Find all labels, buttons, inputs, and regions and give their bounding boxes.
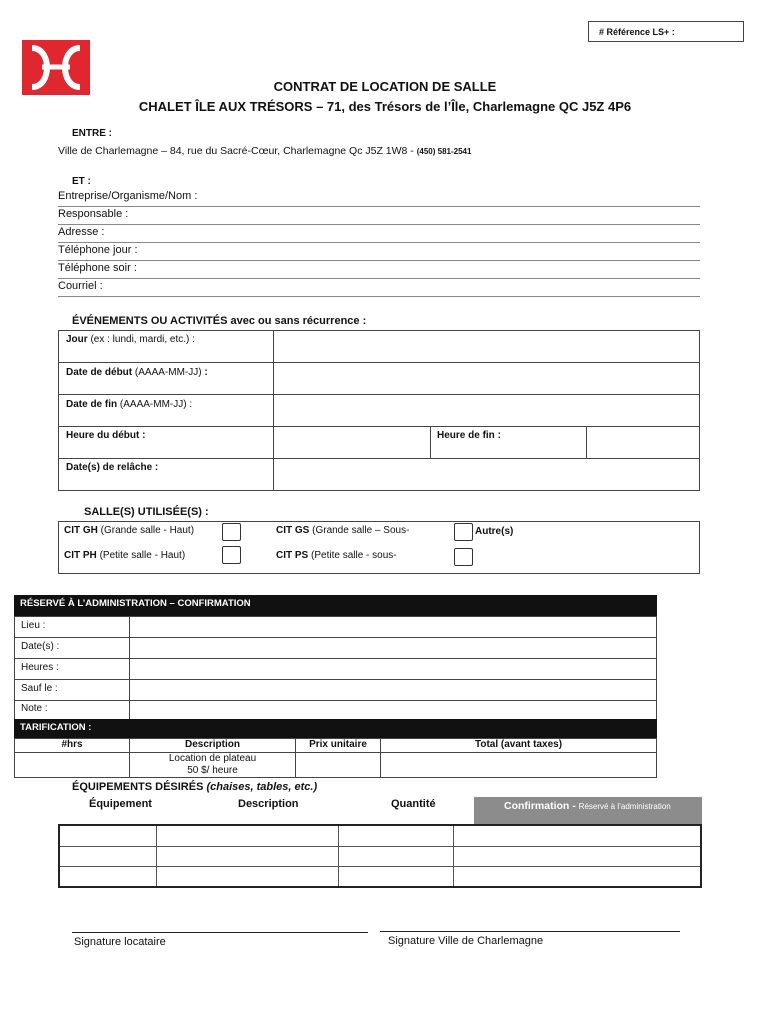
admin-row-sauf-input[interactable] bbox=[129, 679, 657, 701]
gs-code: CIT GS bbox=[276, 525, 310, 536]
gh-desc: (Grande salle - Haut) bbox=[100, 525, 195, 536]
debut-hint: (AAAA-MM-JJ) bbox=[134, 367, 202, 378]
debut-colon: : bbox=[204, 367, 208, 378]
salle-gs-checkbox[interactable] bbox=[454, 523, 473, 541]
entre-phone: (450) 581-2541 bbox=[416, 147, 472, 156]
field-adresse: Adresse : bbox=[58, 226, 105, 238]
equipment-heading-italic: (chaises, tables, etc.) bbox=[206, 781, 318, 793]
heure-fin-label: Heure de fin : bbox=[437, 430, 501, 441]
ps-desc: (Petite salle - sous- bbox=[311, 550, 397, 561]
admin-note-label: Note : bbox=[21, 703, 48, 714]
page-subtitle: CHALET ÎLE AUX TRÉSORS – 71, des Trésors de l’Île, Charlemagne QC J5Z 4P6 bbox=[138, 99, 632, 114]
field-courriel: Courriel : bbox=[58, 280, 103, 292]
admin-row-heures-input[interactable] bbox=[129, 658, 657, 680]
eq-row1-equipement[interactable] bbox=[60, 826, 156, 846]
tarif-desc-line1: Location de plateau bbox=[168, 753, 257, 764]
salle-gs-label bbox=[276, 525, 409, 536]
field-entreprise: Entreprise/Organisme/Nom : bbox=[58, 190, 198, 202]
equipment-col-description: Description bbox=[238, 798, 299, 810]
events-fin-label-cell bbox=[58, 394, 274, 427]
et-label: ET : bbox=[72, 176, 91, 187]
ps-code: CIT PS bbox=[276, 550, 309, 561]
tarif-description-cell bbox=[129, 752, 296, 778]
tarif-col-total: Total (avant taxes) bbox=[380, 738, 657, 753]
equipment-col-quantite: Quantité bbox=[391, 798, 436, 810]
page-title: CONTRAT DE LOCATION DE SALLE bbox=[273, 79, 497, 94]
events-debut-input[interactable] bbox=[273, 362, 700, 395]
eq-row1-description[interactable] bbox=[157, 826, 338, 846]
salle-gh-checkbox[interactable] bbox=[222, 523, 241, 541]
tarif-hrs-input[interactable] bbox=[14, 752, 130, 778]
eq-row2-description[interactable] bbox=[157, 847, 338, 866]
fin-hint: (AAAA-MM-JJ) : bbox=[119, 399, 193, 410]
reference-label: # Référence LS+ : bbox=[599, 27, 675, 37]
equipment-table bbox=[58, 824, 702, 888]
field-tel-soir-line[interactable] bbox=[58, 278, 700, 279]
entre-text bbox=[58, 145, 471, 157]
field-tel-soir: Téléphone soir : bbox=[58, 262, 137, 274]
tarif-heading: TARIFICATION : bbox=[20, 722, 92, 733]
eq-row2-equipement[interactable] bbox=[60, 847, 156, 866]
events-relache-label-cell bbox=[58, 458, 274, 491]
admin-heures-label: Heures : bbox=[21, 662, 59, 673]
admin-sauf-label: Sauf le : bbox=[21, 683, 58, 694]
field-tel-jour-line[interactable] bbox=[58, 260, 700, 261]
events-heading: ÉVÉNEMENTS OU ACTIVITÉS avec ou sans récurrence : bbox=[72, 315, 367, 327]
admin-row-dates-input[interactable] bbox=[129, 637, 657, 659]
equipment-heading-bold: ÉQUIPEMENTS DÉSIRÉS bbox=[72, 781, 204, 793]
admin-row-note-label bbox=[14, 700, 130, 720]
events-heure-debut-input[interactable] bbox=[273, 426, 431, 459]
fin-label: Date de fin bbox=[66, 399, 118, 410]
equipment-heading bbox=[72, 781, 317, 793]
admin-row-heures-label bbox=[14, 658, 130, 680]
equipment-col-confirmation bbox=[474, 797, 702, 824]
eq-row2-quantite[interactable] bbox=[339, 847, 453, 866]
admin-lieu-label: Lieu : bbox=[21, 620, 46, 631]
events-heure-debut-label-cell bbox=[58, 426, 274, 459]
events-jour-label-cell bbox=[58, 330, 274, 363]
confirmation-small: Réservé à l’administration bbox=[578, 802, 671, 811]
field-responsable-line[interactable] bbox=[58, 224, 700, 225]
jour-hint: (ex : lundi, mardi, etc.) : bbox=[90, 334, 195, 345]
signature-locataire-label: Signature locataire bbox=[74, 936, 166, 948]
admin-row-dates-label bbox=[14, 637, 130, 659]
salles-heading: SALLE(S) UTILISÉE(S) : bbox=[84, 506, 209, 518]
heure-debut-label: Heure du début : bbox=[66, 430, 146, 441]
relache-label: Date(s) de relâche : bbox=[66, 462, 159, 473]
signature-ville-line[interactable] bbox=[380, 931, 680, 932]
salle-ps-label bbox=[276, 550, 397, 561]
tarif-desc-line2: 50 $/ heure bbox=[187, 765, 238, 776]
admin-row-lieu-input[interactable] bbox=[129, 616, 657, 638]
eq-row3-confirmation[interactable] bbox=[454, 867, 700, 886]
ph-code: CIT PH bbox=[64, 550, 97, 561]
events-relache-input[interactable] bbox=[273, 458, 700, 491]
admin-row-lieu-label bbox=[14, 616, 130, 638]
field-entreprise-line[interactable] bbox=[58, 206, 700, 207]
tarif-total-input[interactable] bbox=[380, 752, 657, 778]
events-heure-fin-label-cell bbox=[430, 426, 587, 459]
field-adresse-line[interactable] bbox=[58, 242, 700, 243]
eq-row1-quantite[interactable] bbox=[339, 826, 453, 846]
events-fin-input[interactable] bbox=[273, 394, 700, 427]
tarif-col-description: Description bbox=[129, 738, 296, 753]
signature-locataire-line[interactable] bbox=[72, 932, 368, 933]
tarif-header-bar bbox=[14, 719, 657, 738]
entre-address: Ville de Charlemagne – 84, rue du Sacré-Cœur, Charlemagne Qc J5Z 1W8 - bbox=[58, 145, 414, 157]
salle-ph-checkbox[interactable] bbox=[222, 546, 241, 564]
salle-ps-checkbox[interactable] bbox=[454, 548, 473, 566]
salle-gh-label bbox=[64, 525, 194, 536]
events-table bbox=[58, 330, 700, 490]
admin-dates-label: Date(s) : bbox=[21, 641, 60, 652]
equipment-col-equipement: Équipement bbox=[89, 798, 152, 810]
events-jour-input[interactable] bbox=[273, 330, 700, 363]
debut-label: Date de début bbox=[66, 367, 133, 378]
field-responsable: Responsable : bbox=[58, 208, 129, 220]
admin-heading: RÉSERVÉ À L’ADMINISTRATION – CONFIRMATION bbox=[20, 598, 251, 609]
eq-row2-confirmation[interactable] bbox=[454, 847, 700, 866]
admin-row-sauf-label bbox=[14, 679, 130, 701]
eq-row3-quantite[interactable] bbox=[339, 867, 453, 886]
eq-row3-equipement[interactable] bbox=[60, 867, 156, 886]
confirmation-label: Confirmation - bbox=[504, 800, 576, 812]
ph-desc: (Petite salle - Haut) bbox=[99, 550, 186, 561]
eq-row3-description[interactable] bbox=[157, 867, 338, 886]
gs-desc: (Grande salle – Sous- bbox=[312, 525, 410, 536]
reference-field[interactable] bbox=[588, 21, 744, 42]
gh-code: CIT GH bbox=[64, 525, 98, 536]
field-courriel-line[interactable] bbox=[58, 296, 700, 297]
admin-row-note-input[interactable] bbox=[129, 700, 657, 720]
events-heure-fin-input[interactable] bbox=[586, 426, 700, 459]
tarif-col-prix: Prix unitaire bbox=[295, 738, 381, 753]
eq-row1-confirmation[interactable] bbox=[454, 826, 700, 846]
tarif-col-hrs: #hrs bbox=[14, 738, 130, 753]
field-tel-jour: Téléphone jour : bbox=[58, 244, 138, 256]
autres-label: Autre(s) bbox=[475, 526, 514, 537]
tarif-prix-input[interactable] bbox=[295, 752, 381, 778]
events-debut-label-cell bbox=[58, 362, 274, 395]
jour-label: Jour bbox=[66, 334, 88, 345]
signature-ville-label: Signature Ville de Charlemagne bbox=[388, 935, 544, 947]
admin-header-bar bbox=[14, 595, 657, 616]
entre-label: ENTRE : bbox=[72, 128, 112, 139]
salle-ph-label bbox=[64, 550, 185, 561]
